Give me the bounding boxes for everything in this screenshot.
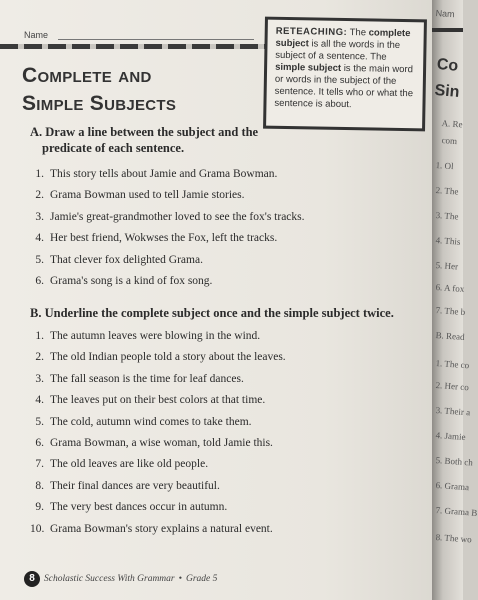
item-number: 5. bbox=[35, 415, 44, 428]
side-fragment: 4. This bbox=[435, 235, 461, 247]
adjacent-page bbox=[432, 0, 478, 600]
footer-text bbox=[44, 574, 217, 584]
side-fragment: 1. Ol bbox=[435, 160, 454, 172]
item-sentence: That clever fox delighted Grama. bbox=[50, 253, 203, 266]
item-number: 8. bbox=[35, 479, 44, 492]
item-number: 4. bbox=[35, 232, 44, 245]
item-number: 9. bbox=[35, 501, 44, 514]
side-fragment: 2. The bbox=[435, 185, 459, 197]
side-name-label: Nam bbox=[435, 8, 455, 20]
item-number: 5. bbox=[35, 253, 44, 266]
header-dash-bar bbox=[0, 44, 266, 49]
item-sentence: The old Indian people told a story about the leaves. bbox=[50, 351, 286, 364]
item-number: 3. bbox=[35, 372, 44, 385]
side-fragment: 7. Grama B bbox=[435, 505, 478, 518]
side-fragment: 6. A fox bbox=[435, 282, 465, 294]
item-sentence: The old leaves are like old people. bbox=[50, 458, 209, 471]
footer-bullet: • bbox=[178, 574, 182, 584]
side-fragment: 1. The co bbox=[435, 358, 470, 371]
side-title-line-1: Co bbox=[436, 55, 459, 75]
title-line-1: Complete and bbox=[22, 64, 152, 87]
title-line-2: Simple Subjects bbox=[22, 92, 177, 115]
section-b-heading: B. Underline the complete subject once and the simple subject twice. bbox=[30, 306, 394, 320]
side-fragment: 3. Their a bbox=[435, 405, 471, 418]
item-number: 2. bbox=[35, 189, 44, 202]
reteaching-text-3: is the main word or words in the subject of the sentence. It tells who or what the sentence is about. bbox=[274, 62, 414, 111]
reteaching-text-2: is all the words in the subject of a sentence. The bbox=[275, 38, 401, 63]
item-sentence: Grama Bowman, a wise woman, told Jamie this. bbox=[50, 436, 273, 449]
item-number: 4. bbox=[35, 394, 44, 407]
item-number: 10. bbox=[30, 522, 45, 535]
item-sentence: Her best friend, Wokwses the Fox, left the tracks. bbox=[50, 232, 278, 245]
item-number: 1. bbox=[35, 168, 44, 180]
side-fragment: A. Re bbox=[441, 118, 463, 130]
item-sentence: The autumn leaves were blowing in the wind. bbox=[50, 330, 261, 342]
section-a-heading-line-1: A. Draw a line between the subject and the bbox=[30, 125, 259, 139]
side-fragment: 7. The b bbox=[435, 305, 466, 318]
name-label: Name bbox=[24, 30, 49, 40]
side-fragment: 4. Jamie bbox=[435, 430, 466, 443]
item-number: 6. bbox=[35, 436, 44, 449]
footer-book-title: Scholastic Success With Grammar bbox=[44, 574, 175, 584]
footer-grade: Grade 5 bbox=[185, 574, 218, 584]
side-fragment: 5. Her bbox=[435, 260, 459, 272]
item-number: 3. bbox=[35, 210, 44, 223]
page-number: 8 bbox=[24, 571, 40, 587]
item-sentence: Grama Bowman's story explains a natural event. bbox=[50, 522, 273, 535]
page-title bbox=[22, 62, 176, 118]
section-a-heading bbox=[30, 124, 258, 156]
item-sentence: Grama's song is a kind of fox song. bbox=[50, 274, 213, 287]
item-sentence: This story tells about Jamie and Grama Bowman. bbox=[50, 168, 278, 180]
section-a-heading-line-2: predicate of each sentence. bbox=[42, 141, 185, 155]
side-dash-bar bbox=[432, 28, 463, 32]
reteaching-box bbox=[263, 17, 427, 132]
item-sentence: The leaves put on their best colors at that time. bbox=[50, 394, 266, 407]
item-sentence: The very best dances occur in autumn. bbox=[50, 501, 228, 514]
item-number: 2. bbox=[35, 351, 44, 364]
side-fragment: 6. Grama bbox=[435, 480, 470, 493]
side-fragment: 8. The wo bbox=[435, 532, 473, 545]
item-sentence: The cold, autumn wind comes to take them. bbox=[50, 415, 252, 428]
item-sentence: Their final dances are very beautiful. bbox=[50, 479, 220, 492]
name-line bbox=[58, 39, 254, 40]
item-number: 6. bbox=[35, 274, 44, 287]
item-sentence: The fall season is the time for leaf dances. bbox=[50, 372, 244, 385]
item-number: 1. bbox=[35, 330, 44, 342]
reteaching-label: RETEACHING: bbox=[275, 25, 348, 39]
reteaching-term-simple: simple subject bbox=[275, 61, 342, 74]
item-number: 7. bbox=[35, 458, 44, 471]
side-title-line-2: Sin bbox=[433, 81, 461, 101]
item-sentence: Grama Bowman used to tell Jamie stories. bbox=[50, 189, 245, 202]
side-fragment: 2. Her co bbox=[435, 380, 470, 393]
reteaching-text-1: The bbox=[347, 27, 369, 39]
side-fragment: 5. Both ch bbox=[435, 455, 474, 468]
side-fragment: B. Read bbox=[435, 330, 465, 342]
side-title bbox=[433, 52, 462, 106]
item-sentence: Jamie's great-grandmother loved to see the fox's tracks. bbox=[50, 210, 305, 223]
reteaching-term-complete: complete subject bbox=[275, 27, 411, 50]
side-fragment: 3. The bbox=[435, 210, 459, 222]
side-fragment: com bbox=[441, 135, 458, 147]
